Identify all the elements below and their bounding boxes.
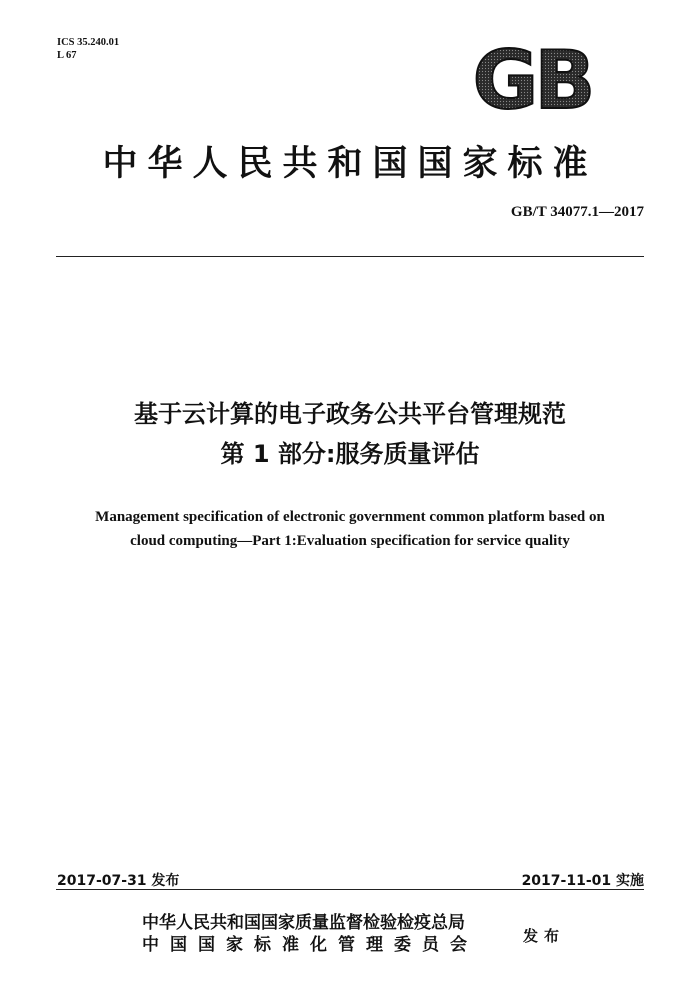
publish-label: 发布 <box>523 927 566 945</box>
ics-code: ICS 35.240.01 <box>57 37 120 48</box>
standard-number: GB/T 34077.1—2017 <box>510 204 644 220</box>
issuing-authorities <box>142 912 502 956</box>
chinese-title <box>20 394 680 474</box>
issuer-aqsiq: 中华人民共和国国家质量监督检验检疫总局 <box>142 913 465 933</box>
implementation-date: 2017-11-01 实施 <box>521 873 644 889</box>
bottom-divider <box>56 889 644 890</box>
chinese-title-line-2: 第 1 部分:服务质量评估 <box>220 440 480 468</box>
classification-block <box>57 36 119 62</box>
top-divider <box>56 256 644 257</box>
gb-logo-text: GB <box>472 40 592 118</box>
gb-logo-mark <box>460 40 605 118</box>
issue-date: 2017-07-31 发布 <box>57 873 180 889</box>
gb-logo <box>460 40 605 118</box>
english-title-line-1: Management specification of electronic government common platform based on <box>95 509 605 525</box>
english-title-line-2: cloud computing—Part 1:Evaluation specification for service quality <box>130 533 570 549</box>
class-code: L 67 <box>57 50 77 61</box>
national-standard-title: 中华人民共和国国家标准 <box>102 143 598 184</box>
issuer-sac: 中国国家标准化管理委员会 <box>142 935 478 955</box>
english-title <box>30 505 670 553</box>
chinese-title-line-1: 基于云计算的电子政务公共平台管理规范 <box>134 400 566 428</box>
